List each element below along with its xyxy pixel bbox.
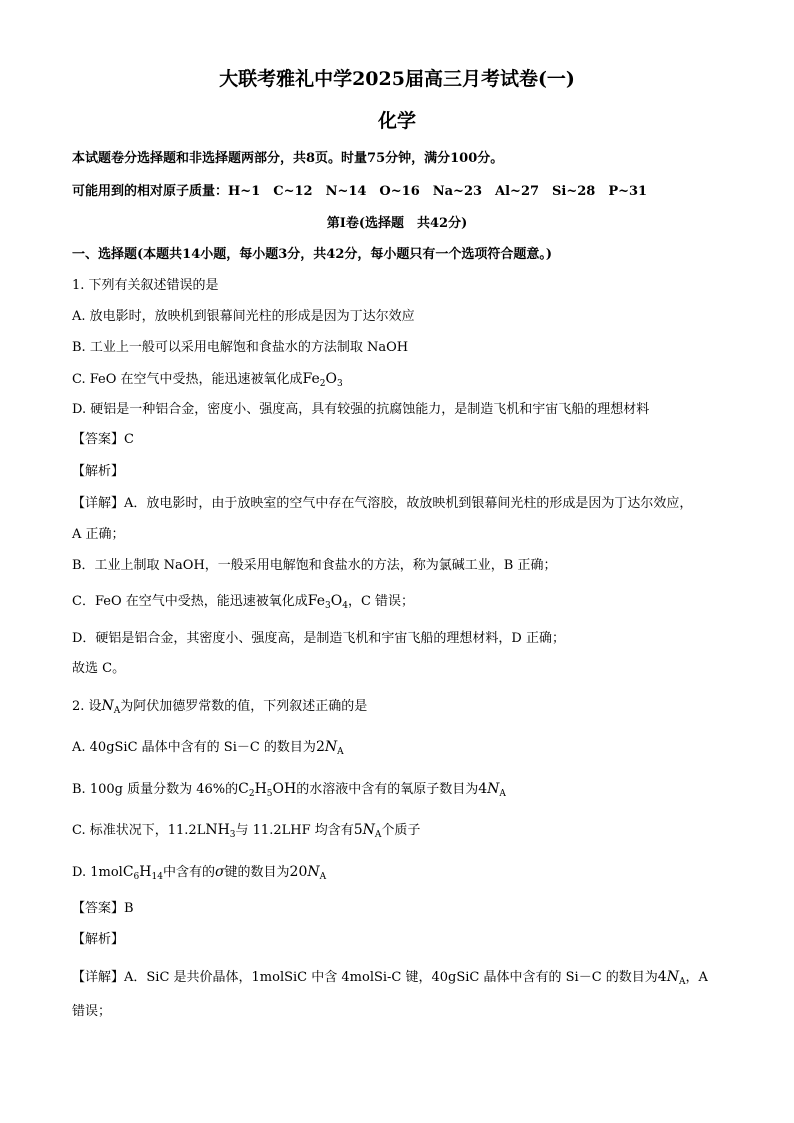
part-instructions: 一、选择题(本题共14小题，每小题3分，共42分，每小题只有一个选项符合题意。) — [72, 247, 553, 262]
formula-fe2o3: $Fe_2O_3$ — [302, 371, 343, 389]
q1-option-b: B. 工业上一般可以采用电解饱和食盐水的方法制取 NaOH — [72, 340, 409, 355]
q1-conclusion: 故选 C。 — [72, 661, 126, 676]
sigma-symbol: σ — [214, 864, 225, 880]
q2-option-c: C. 标准状况下，$11.2LNH_3$与 11.2LHF 均含有$5N_A$个质子 — [72, 822, 421, 840]
q2-detail-a: 【详解】A．SiC 是共价晶体，1molSiC 中含 4molSi-C 键，40gSiC 晶体中含有的 Si－C 的数目为$4N_A$，A — [72, 969, 708, 987]
atomic-mass-label: 可能用到的相对原子质量： — [72, 184, 229, 199]
section-heading: 第Ⅰ卷(选择题 共42分) — [326, 216, 468, 231]
q1-detail-b: B．工业上制取 NaOH，一般采用电解饱和食盐水的方法，称为氯碱工业，B 正确； — [72, 558, 557, 573]
q1-detail-c: C．FeO 在空气中受热，能迅速被氧化成$Fe_3O_4$，C 错误； — [72, 593, 415, 611]
q1-option-c: C. FeO 在空气中受热，能迅速被氧化成$Fe_2O_3$ — [72, 371, 343, 389]
q1-detail-a: 【详解】A．放电影时，由于放映室的空气中存在气溶胶，故放映机到银幕间光柱的形成是因为丁达尔效应， — [72, 496, 693, 511]
q1-analysis-label: 【解析】 — [72, 464, 125, 479]
q2-answer: 【答案】B — [72, 901, 134, 916]
q1-option-a: A. 放电影时，放映机到银幕间光柱的形成是因为丁达尔效应 — [72, 309, 415, 324]
intro-line-1: 本试题卷分选择题和非选择题两部分，共8页。时量75分钟，满分100分。 — [72, 151, 504, 166]
q2-analysis-label: 【解析】 — [72, 932, 125, 947]
q1-option-d: D. 硬铝是一种铝合金，密度小、强度高，具有较强的抗腐蚀能力，是制造飞机和宇宙飞船的理想材料 — [72, 402, 650, 417]
formula-fe3o4: $Fe_3O_4$ — [307, 593, 348, 611]
q1-stem: 1. 下列有关叙述错误的是 — [72, 278, 219, 293]
exam-title: 大联考雅礼中学2025届高三月考试卷(一) — [219, 68, 575, 90]
q2-stem: 2. 设$N_A$为阿伏加德罗常数的值，下列叙述正确的是 — [72, 698, 368, 716]
q2-option-b: B. 100g 质量分数为 46%的$C_2H_5OH$的水溶液中含有的氧原子数目为$4N_A$ — [72, 781, 506, 799]
q2-option-a: A. 40gSiC 晶体中含有的 Si－C 的数目为$2N_A$ — [72, 739, 344, 757]
formula-nh3: $NH_3$ — [205, 822, 236, 840]
q1-answer: 【答案】C — [72, 432, 134, 447]
formula-na: N — [101, 698, 114, 714]
formula-c6h14: $C_6H_{14}$ — [122, 864, 163, 882]
atomic-mass-list: H~1 C~12 N~14 O~16 Na~23 Al~27 Si~28 P~31 — [228, 184, 648, 199]
q1-detail-d: D．硬铝是铝合金，其密度小、强度高，是制造飞机和宇宙飞船的理想材料，D 正确； — [72, 631, 565, 646]
intro-line-2 — [72, 183, 647, 201]
q1-detail-a-cont: A 正确； — [72, 527, 125, 542]
formula-c2h5oh: $C_2H_5OH$ — [238, 781, 297, 799]
q2-option-d: D. $1molC_6H_{14}$中含有的σ键的数目为$20N_A$ — [72, 864, 327, 882]
subject-title: 化学 — [377, 110, 416, 132]
q2-detail-a-cont: 错误； — [72, 1004, 112, 1019]
